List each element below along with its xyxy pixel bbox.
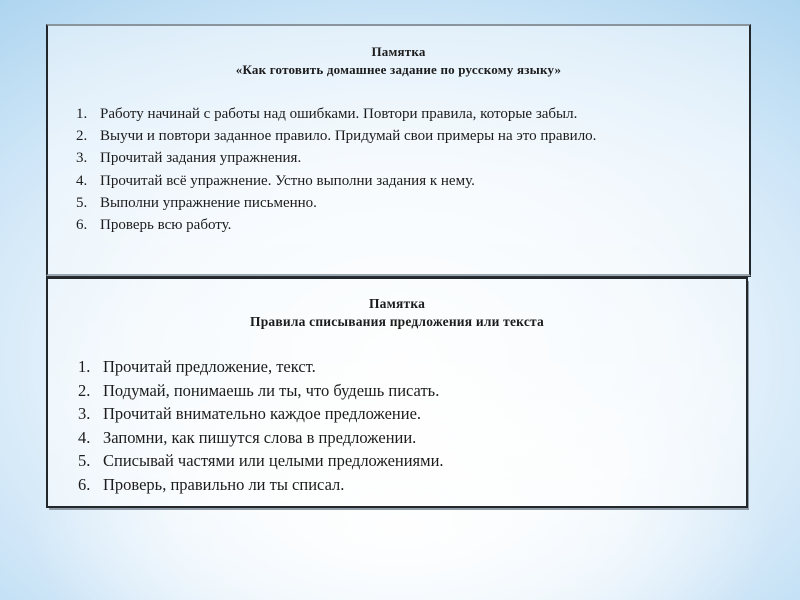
card-header [48, 26, 749, 79]
memo-list-item [48, 402, 746, 426]
memo-list-item [48, 147, 749, 169]
item-text: Списывай частями или целыми предложениями. [103, 451, 444, 471]
memo-list-item [48, 379, 746, 403]
memo-list-item [48, 170, 749, 192]
card-title: Памятка [371, 44, 426, 59]
item-number: 4. [76, 172, 88, 189]
memo-card-homework-rules [46, 24, 751, 276]
item-number: 2. [78, 380, 91, 400]
item-text: Прочитай внимательно каждое предложение. [103, 404, 422, 424]
item-text: Проверь всю работу. [100, 217, 232, 234]
item-number: 5. [78, 451, 91, 471]
item-number: 4. [78, 427, 91, 447]
memo-list-copying [48, 355, 746, 497]
memo-list-item [48, 473, 746, 497]
item-text: Прочитай всё упражнение. Устно выполни задания к нему. [100, 172, 475, 189]
memo-list-item [48, 426, 746, 450]
item-text: Подумай, понимаешь ли ты, что будешь писать. [103, 380, 440, 400]
memo-list-homework [48, 103, 749, 236]
item-number: 2. [76, 128, 88, 145]
memo-list-item [48, 192, 749, 214]
card-subtitle: «Как готовить домашнее задание по русскому языку» [235, 62, 562, 77]
memo-list-item [48, 355, 746, 379]
item-text: Выполни упражнение письменно. [100, 194, 317, 211]
item-number: 3. [78, 404, 91, 424]
item-text: Работу начинай с работы над ошибками. Повтори правила, которые забыл. [100, 106, 578, 122]
item-number: 5. [76, 194, 88, 211]
item-text: Проверь, правильно ли ты списал. [103, 474, 345, 494]
card-subtitle: Правила списывания предложения или текста [250, 314, 544, 329]
item-text: Запомни, как пишутся слова в предложении. [103, 427, 417, 447]
item-number: 3. [76, 150, 88, 167]
item-number: 6. [76, 217, 88, 234]
memo-list-item [48, 125, 749, 147]
item-number: 1. [78, 357, 91, 376]
item-number: 6. [78, 474, 91, 494]
item-text: Прочитай задания упражнения. [100, 150, 302, 167]
memo-list-item [48, 214, 749, 236]
card-title: Памятка [368, 296, 426, 311]
memo-list-item [48, 103, 749, 125]
item-number: 1. [76, 106, 88, 122]
item-text: Прочитай предложение, текст. [103, 357, 316, 376]
card-header [48, 279, 746, 331]
memo-list-item [48, 449, 746, 473]
item-text: Выучи и повтори заданное правило. Придумай свои примеры на это правило. [100, 128, 597, 145]
memo-card-copying-rules [46, 277, 748, 508]
